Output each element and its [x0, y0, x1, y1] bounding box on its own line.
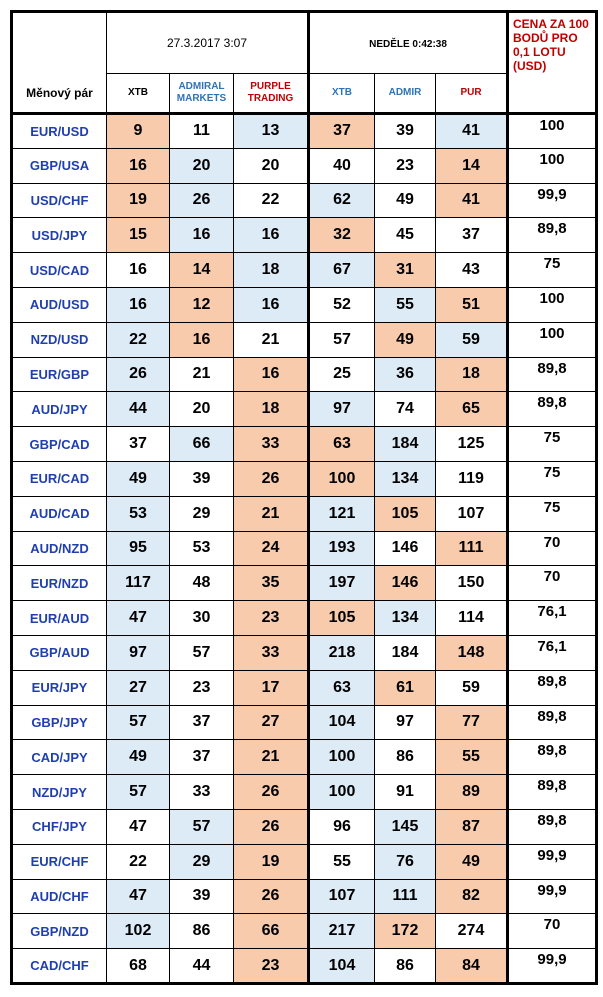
spread-value-cell: 86	[375, 740, 436, 775]
spread-value-cell: 17	[234, 670, 309, 705]
table-row	[12, 392, 597, 427]
spread-value-cell: 13	[234, 114, 309, 149]
sunday-label: NEDĚLE 0:42:38	[369, 39, 447, 50]
spread-value-cell: 21	[234, 322, 309, 357]
spread-value-cell: 102	[107, 914, 170, 949]
spread-value-cell: 65	[436, 392, 508, 427]
spread-value-cell: 20	[170, 392, 234, 427]
pair-cell: GBP/JPY	[12, 705, 107, 740]
price-cell: 75	[508, 427, 597, 462]
spread-value-cell: 111	[375, 879, 436, 914]
table-body	[12, 114, 597, 984]
spread-value-cell: 32	[309, 218, 375, 253]
pair-cell: GBP/AUD	[12, 635, 107, 670]
spread-comparison-table	[10, 10, 598, 985]
spread-value-cell: 49	[375, 183, 436, 218]
price-cell: 89,8	[508, 775, 597, 810]
spread-value-cell: 55	[309, 844, 375, 879]
spread-value-cell: 16	[234, 357, 309, 392]
spread-value-cell: 77	[436, 705, 508, 740]
spread-value-cell: 57	[170, 809, 234, 844]
spread-value-cell: 89	[436, 775, 508, 810]
spread-value-cell: 33	[234, 635, 309, 670]
spread-value-cell: 125	[436, 427, 508, 462]
spread-value-cell: 37	[170, 740, 234, 775]
pair-column-header: Měnový pár	[12, 74, 107, 114]
spread-value-cell: 23	[234, 949, 309, 984]
table-row	[12, 635, 597, 670]
spread-value-cell: 91	[375, 775, 436, 810]
spread-value-cell: 36	[375, 357, 436, 392]
spread-value-cell: 29	[170, 496, 234, 531]
spread-value-cell: 57	[107, 705, 170, 740]
table-row	[12, 287, 597, 322]
spread-value-cell: 33	[170, 775, 234, 810]
spread-value-cell: 21	[234, 496, 309, 531]
price-cell: 99,9	[508, 844, 597, 879]
pair-cell: USD/CAD	[12, 253, 107, 288]
table-row	[12, 566, 597, 601]
price-cell: 99,9	[508, 183, 597, 218]
spread-value-cell: 26	[234, 809, 309, 844]
spread-value-cell: 86	[170, 914, 234, 949]
price-cell: 89,8	[508, 809, 597, 844]
spread-value-cell: 26	[107, 357, 170, 392]
pair-cell: AUD/USD	[12, 287, 107, 322]
pair-cell: EUR/CAD	[12, 461, 107, 496]
price-cell: 70	[508, 531, 597, 566]
spread-value-cell: 66	[234, 914, 309, 949]
table-row	[12, 670, 597, 705]
price-cell: 70	[508, 914, 597, 949]
spread-value-cell: 274	[436, 914, 508, 949]
spread-value-cell: 15	[107, 218, 170, 253]
spread-value-cell: 9	[107, 114, 170, 149]
spread-value-cell: 105	[309, 601, 375, 636]
spread-value-cell: 61	[375, 670, 436, 705]
spread-value-cell: 21	[234, 740, 309, 775]
spread-value-cell: 37	[309, 114, 375, 149]
spread-value-cell: 23	[234, 601, 309, 636]
table-row	[12, 705, 597, 740]
table-row	[12, 461, 597, 496]
table-row	[12, 740, 597, 775]
pair-cell: USD/JPY	[12, 218, 107, 253]
pair-cell: NZD/JPY	[12, 775, 107, 810]
spread-value-cell: 16	[107, 287, 170, 322]
spread-value-cell: 39	[375, 114, 436, 149]
spread-value-cell: 96	[309, 809, 375, 844]
table-row	[12, 114, 597, 149]
spread-value-cell: 49	[436, 844, 508, 879]
spread-value-cell: 57	[107, 775, 170, 810]
spread-value-cell: 24	[234, 531, 309, 566]
spread-value-cell: 39	[170, 461, 234, 496]
table-row	[12, 949, 597, 984]
spread-value-cell: 14	[436, 148, 508, 183]
spread-value-cell: 97	[375, 705, 436, 740]
spread-value-cell: 11	[170, 114, 234, 149]
pair-cell: USD/CHF	[12, 183, 107, 218]
price-cell: 70	[508, 566, 597, 601]
spread-value-cell: 30	[170, 601, 234, 636]
spread-value-cell: 104	[309, 949, 375, 984]
spread-value-cell: 145	[375, 809, 436, 844]
spread-value-cell: 37	[107, 427, 170, 462]
price-cell: 100	[508, 287, 597, 322]
pair-cell: CAD/JPY	[12, 740, 107, 775]
price-cell: 76,1	[508, 635, 597, 670]
spread-value-cell: 111	[436, 531, 508, 566]
spread-value-cell: 63	[309, 670, 375, 705]
price-cell: 89,8	[508, 740, 597, 775]
spread-value-cell: 47	[107, 601, 170, 636]
spread-value-cell: 29	[170, 844, 234, 879]
spread-value-cell: 48	[170, 566, 234, 601]
pair-cell: AUD/JPY	[12, 392, 107, 427]
price-cell: 89,8	[508, 705, 597, 740]
price-header	[508, 12, 597, 114]
spread-value-cell: 107	[436, 496, 508, 531]
spread-value-cell: 76	[375, 844, 436, 879]
spread-value-cell: 16	[170, 322, 234, 357]
table-row	[12, 879, 597, 914]
spread-value-cell: 27	[234, 705, 309, 740]
spread-value-cell: 114	[436, 601, 508, 636]
col-header-xtb-a: XTB	[107, 74, 170, 114]
pair-cell: GBP/NZD	[12, 914, 107, 949]
table-row	[12, 357, 597, 392]
spread-value-cell: 87	[436, 809, 508, 844]
spread-value-cell: 16	[234, 287, 309, 322]
spread-value-cell: 100	[309, 461, 375, 496]
spread-value-cell: 105	[375, 496, 436, 531]
price-cell: 75	[508, 461, 597, 496]
pair-cell: AUD/NZD	[12, 531, 107, 566]
spread-value-cell: 41	[436, 114, 508, 149]
spread-value-cell: 197	[309, 566, 375, 601]
spread-value-cell: 95	[107, 531, 170, 566]
price-cell: 76,1	[508, 601, 597, 636]
spread-value-cell: 47	[107, 879, 170, 914]
spread-value-cell: 25	[309, 357, 375, 392]
spread-value-cell: 66	[170, 427, 234, 462]
table-row	[12, 775, 597, 810]
spread-value-cell: 74	[375, 392, 436, 427]
date-header	[107, 12, 309, 74]
pair-cell: GBP/CAD	[12, 427, 107, 462]
spread-value-cell: 59	[436, 670, 508, 705]
price-cell: 99,9	[508, 879, 597, 914]
table-row	[12, 496, 597, 531]
date-label: 27.3.2017 3:07	[166, 36, 248, 50]
spread-value-cell: 104	[309, 705, 375, 740]
spread-value-cell: 84	[436, 949, 508, 984]
table-row	[12, 531, 597, 566]
spread-value-cell: 18	[234, 392, 309, 427]
spread-value-cell: 117	[107, 566, 170, 601]
spread-value-cell: 57	[309, 322, 375, 357]
spread-value-cell: 107	[309, 879, 375, 914]
price-cell: 89,8	[508, 218, 597, 253]
pair-cell: EUR/AUD	[12, 601, 107, 636]
spread-value-cell: 119	[436, 461, 508, 496]
price-cell: 75	[508, 253, 597, 288]
table-row	[12, 322, 597, 357]
spread-value-cell: 59	[436, 322, 508, 357]
spread-value-cell: 31	[375, 253, 436, 288]
spread-value-cell: 218	[309, 635, 375, 670]
table-row	[12, 183, 597, 218]
price-header-label: CENA ZA 100 BODŮ PRO 0,1 LOTU (USD)	[513, 17, 589, 73]
spread-value-cell: 18	[436, 357, 508, 392]
sunday-header	[309, 12, 508, 74]
spread-value-cell: 51	[436, 287, 508, 322]
price-cell: 100	[508, 114, 597, 149]
spread-value-cell: 22	[107, 844, 170, 879]
pair-cell: NZD/USD	[12, 322, 107, 357]
table-row	[12, 218, 597, 253]
spread-value-cell: 52	[309, 287, 375, 322]
spread-value-cell: 55	[436, 740, 508, 775]
table-row	[12, 914, 597, 949]
spread-value-cell: 19	[107, 183, 170, 218]
spread-value-cell: 148	[436, 635, 508, 670]
spread-value-cell: 184	[375, 427, 436, 462]
spread-value-cell: 26	[234, 879, 309, 914]
spread-value-cell: 121	[309, 496, 375, 531]
spread-value-cell: 49	[107, 461, 170, 496]
spread-value-cell: 134	[375, 461, 436, 496]
pair-cell: AUD/CAD	[12, 496, 107, 531]
pair-cell: EUR/GBP	[12, 357, 107, 392]
pair-cell: CAD/CHF	[12, 949, 107, 984]
pair-cell: GBP/USA	[12, 148, 107, 183]
spread-value-cell: 67	[309, 253, 375, 288]
spread-value-cell: 12	[170, 287, 234, 322]
spread-value-cell: 16	[107, 253, 170, 288]
price-cell: 89,8	[508, 357, 597, 392]
spread-value-cell: 27	[107, 670, 170, 705]
price-cell: 100	[508, 322, 597, 357]
spread-value-cell: 44	[170, 949, 234, 984]
spread-value-cell: 33	[234, 427, 309, 462]
spread-value-cell: 49	[107, 740, 170, 775]
spread-value-cell: 41	[436, 183, 508, 218]
spread-value-cell: 23	[375, 148, 436, 183]
col-header-admiral-a: ADMIRAL MARKETS	[170, 74, 234, 114]
spread-value-cell: 21	[170, 357, 234, 392]
price-cell: 100	[508, 148, 597, 183]
spread-value-cell: 14	[170, 253, 234, 288]
spread-value-cell: 57	[170, 635, 234, 670]
col-header-pur-b: PUR	[436, 74, 508, 114]
spread-value-cell: 16	[107, 148, 170, 183]
spread-value-cell: 63	[309, 427, 375, 462]
spread-value-cell: 26	[234, 461, 309, 496]
spread-value-cell: 26	[170, 183, 234, 218]
spread-value-cell: 146	[375, 531, 436, 566]
table-row	[12, 809, 597, 844]
spread-value-cell: 20	[234, 148, 309, 183]
spread-value-cell: 22	[107, 322, 170, 357]
spread-value-cell: 47	[107, 809, 170, 844]
spread-value-cell: 172	[375, 914, 436, 949]
price-cell: 89,8	[508, 392, 597, 427]
price-cell: 89,8	[508, 670, 597, 705]
spread-value-cell: 100	[309, 775, 375, 810]
spread-value-cell: 53	[107, 496, 170, 531]
spread-value-cell: 16	[170, 218, 234, 253]
pair-cell: CHF/JPY	[12, 809, 107, 844]
spread-value-cell: 86	[375, 949, 436, 984]
pair-cell: EUR/JPY	[12, 670, 107, 705]
spread-table-wrapper	[10, 10, 598, 985]
spread-value-cell: 184	[375, 635, 436, 670]
pair-cell: EUR/USD	[12, 114, 107, 149]
spread-value-cell: 150	[436, 566, 508, 601]
spread-value-cell: 37	[436, 218, 508, 253]
spread-value-cell: 23	[170, 670, 234, 705]
spread-value-cell: 97	[309, 392, 375, 427]
spread-value-cell: 18	[234, 253, 309, 288]
spread-value-cell: 26	[234, 775, 309, 810]
spread-value-cell: 62	[309, 183, 375, 218]
pair-cell: EUR/NZD	[12, 566, 107, 601]
spread-value-cell: 39	[170, 879, 234, 914]
spread-value-cell: 49	[375, 322, 436, 357]
spread-value-cell: 53	[170, 531, 234, 566]
spread-value-cell: 82	[436, 879, 508, 914]
spread-value-cell: 68	[107, 949, 170, 984]
pair-cell: AUD/CHF	[12, 879, 107, 914]
spread-value-cell: 134	[375, 601, 436, 636]
spread-value-cell: 44	[107, 392, 170, 427]
price-cell: 99,9	[508, 949, 597, 984]
spread-value-cell: 55	[375, 287, 436, 322]
spread-value-cell: 146	[375, 566, 436, 601]
table-row	[12, 253, 597, 288]
spread-value-cell: 22	[234, 183, 309, 218]
spread-value-cell: 100	[309, 740, 375, 775]
spread-value-cell: 20	[170, 148, 234, 183]
spread-value-cell: 217	[309, 914, 375, 949]
table-row	[12, 148, 597, 183]
col-header-purple-a: PURPLE TRADING	[234, 74, 309, 114]
table-row	[12, 844, 597, 879]
spread-value-cell: 97	[107, 635, 170, 670]
spread-value-cell: 16	[234, 218, 309, 253]
spread-value-cell: 35	[234, 566, 309, 601]
price-cell: 75	[508, 496, 597, 531]
spread-value-cell: 37	[170, 705, 234, 740]
spread-value-cell: 193	[309, 531, 375, 566]
spread-value-cell: 45	[375, 218, 436, 253]
col-header-xtb-b: XTB	[309, 74, 375, 114]
spread-value-cell: 43	[436, 253, 508, 288]
table-row	[12, 427, 597, 462]
spread-value-cell: 19	[234, 844, 309, 879]
spread-value-cell: 40	[309, 148, 375, 183]
corner-cell	[12, 12, 107, 74]
pair-cell: EUR/CHF	[12, 844, 107, 879]
col-header-admir-b: ADMIR	[375, 74, 436, 114]
table-row	[12, 601, 597, 636]
